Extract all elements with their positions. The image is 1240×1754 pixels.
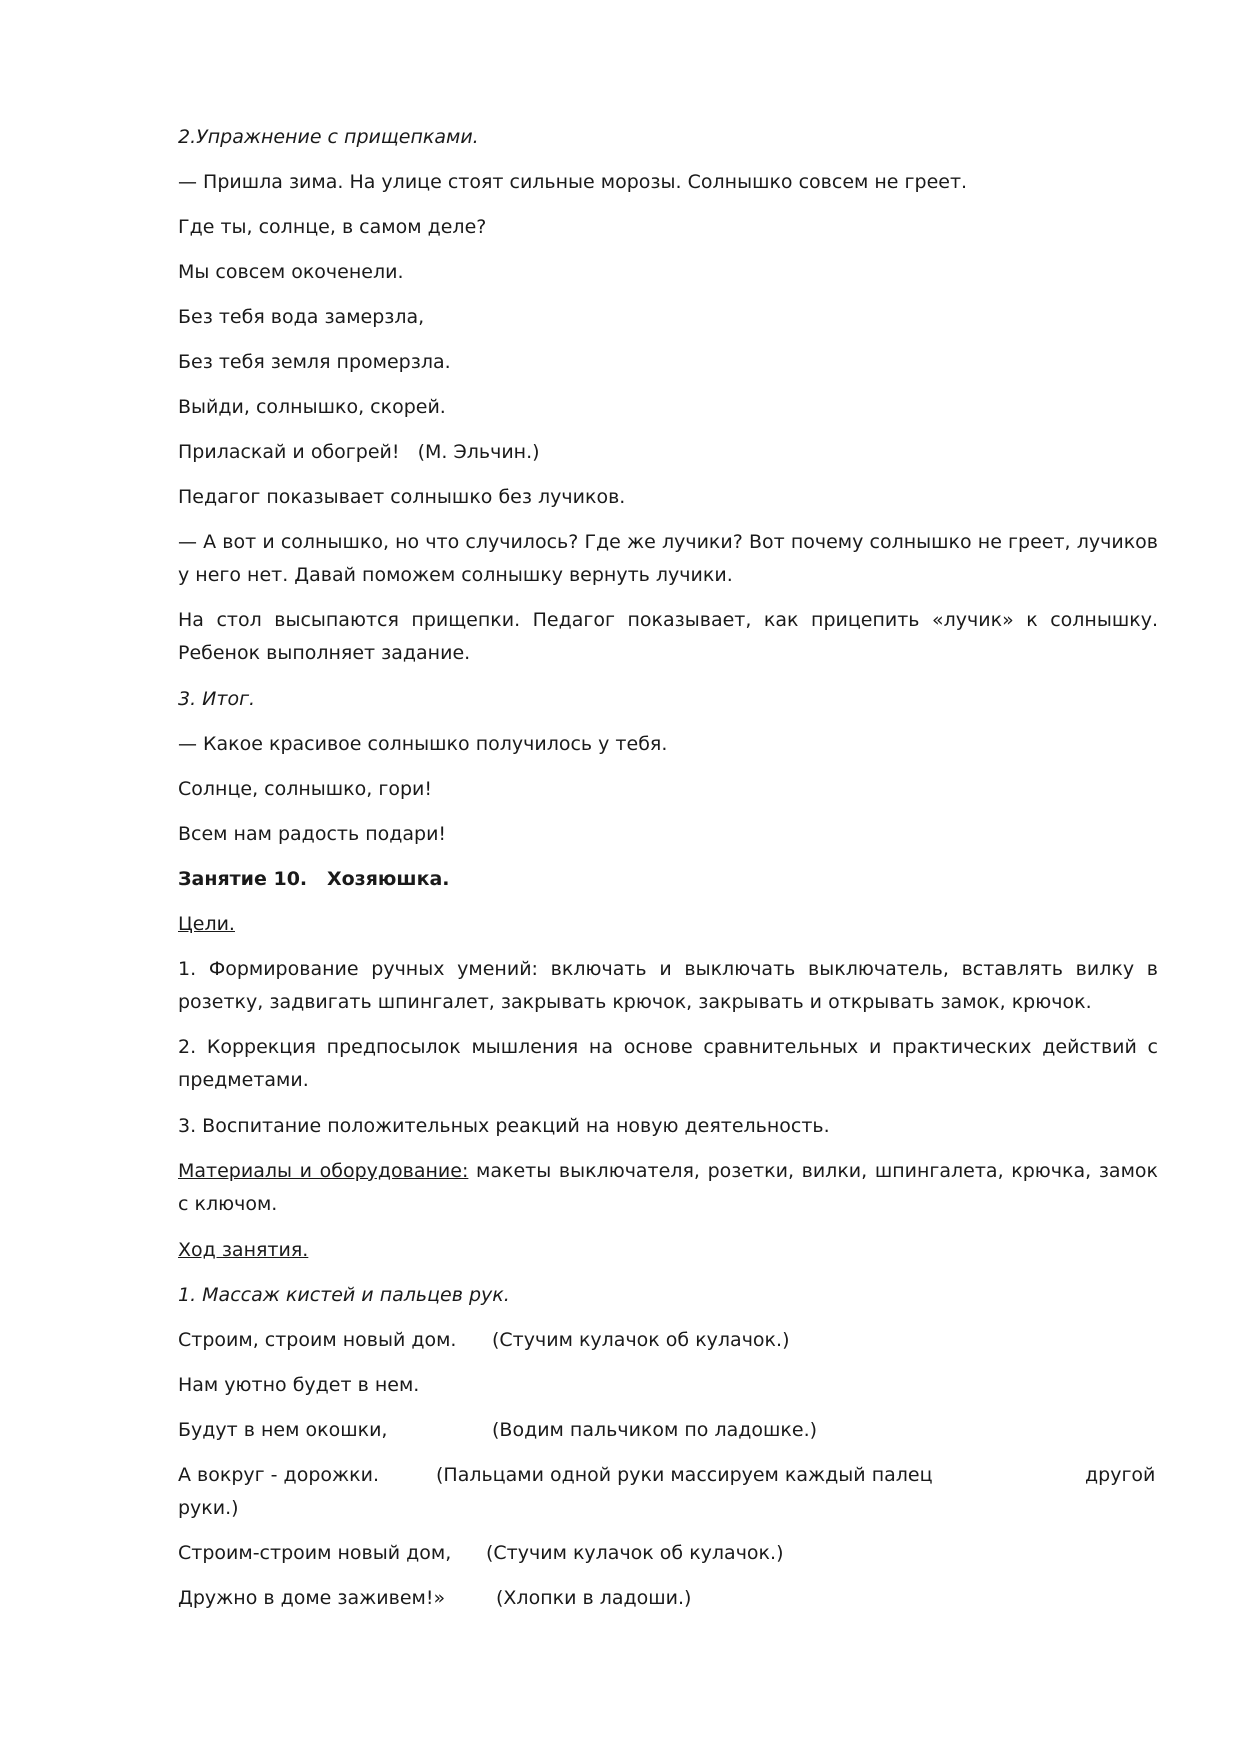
- poem-line: Всем нам радость подари!: [178, 823, 447, 845]
- exercise-heading-clothespins: 2.Упражнение с прищепками.: [178, 126, 479, 148]
- materials-text: макеты выключателя, розетки, вилки, шпингалета, крючка, замок с ключом.: [178, 1160, 1159, 1215]
- goals-heading: Цели.: [178, 913, 235, 935]
- poem-line: Нам уютно будет в нем.: [178, 1374, 420, 1396]
- poem-line: Будут в нем окошки,: [178, 1419, 388, 1441]
- action-note-end: другой: [1085, 1464, 1156, 1486]
- poem-line: Строим-строим новый дом,: [178, 1542, 452, 1564]
- poem-line: Выйди, солнышко, скорей.: [178, 396, 446, 418]
- action-note: (Пальцами одной руки массируем каждый палец: [436, 1464, 933, 1486]
- poem-line: Без тебя вода замерзла,: [178, 306, 425, 328]
- poem-line: Дружно в доме заживем!»: [178, 1587, 446, 1609]
- poem-line: Мы совсем окоченели.: [178, 261, 404, 283]
- action-note-continued: руки.): [178, 1497, 239, 1519]
- poem-line: Без тебя земля промерзла.: [178, 351, 451, 373]
- goal-item: 2. Коррекция предпосылок мышления на основе сравнительных и практических действий с предметами.: [178, 1036, 1158, 1091]
- exercise-heading-massage: 1. Массаж кистей и пальцев рук.: [178, 1284, 510, 1306]
- materials-paragraph: [178, 1155, 1158, 1221]
- section-heading-summary: 3. Итог.: [178, 688, 256, 710]
- poem-line: Приласкай и обогрей! (М. Эльчин.): [178, 441, 540, 463]
- action-note: (Водим пальчиком по ладошке.): [492, 1419, 818, 1441]
- action-note: (Стучим кулачок об кулачок.): [492, 1329, 790, 1351]
- poem-line: Строим, строим новый дом.: [178, 1329, 457, 1351]
- paragraph: На стол высыпаются прищепки. Педагог показывает, как прицепить «лучик» к солнышку. Ребенок выполняет задание.: [178, 609, 1158, 664]
- poem-line: А вокруг - дорожки.: [178, 1464, 379, 1486]
- materials-label: Материалы и оборудование:: [178, 1160, 469, 1182]
- lesson-title: Занятие 10. Хозяюшка.: [178, 868, 450, 890]
- poem-line: Где ты, солнце, в самом деле?: [178, 216, 487, 238]
- goal-item: 1. Формирование ручных умений: включать и выключать выключатель, вставлять вилку в розетку, задвигать шпингалет, закрывать крючок, закрывать и открывать замок, крючок.: [178, 958, 1158, 1013]
- action-note: (Хлопки в ладоши.): [496, 1587, 692, 1609]
- text-line: Педагог показывает солнышко без лучиков.: [178, 486, 626, 508]
- text-line: — Пришла зима. На улице стоят сильные морозы. Солнышко совсем не греет.: [178, 171, 968, 193]
- poem-line: Солнце, солнышко, гори!: [178, 778, 432, 800]
- paragraph: — А вот и солнышко, но что случилось? Где же лучики? Вот почему солнышко не греет, лучиков у него нет. Давай поможем солнышку вернуть лучики.: [178, 531, 1158, 586]
- action-note: (Стучим кулачок об кулачок.): [486, 1542, 784, 1564]
- lesson-progress-heading: Ход занятия.: [178, 1239, 309, 1261]
- goal-item: 3. Воспитание положительных реакций на новую деятельность.: [178, 1115, 830, 1137]
- text-line: — Какое красивое солнышко получилось у тебя.: [178, 733, 668, 755]
